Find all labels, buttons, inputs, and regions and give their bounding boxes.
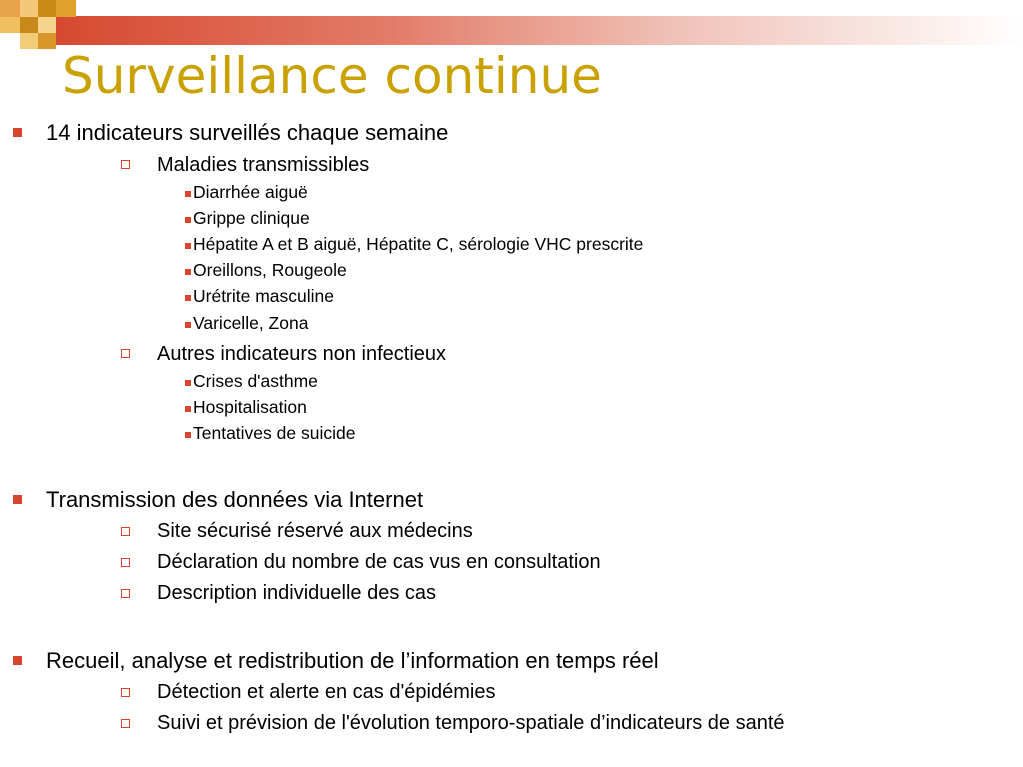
- bullet-square: [13, 656, 22, 665]
- bullet-small-square: [185, 295, 191, 301]
- bullet-hollow-square: [121, 558, 130, 567]
- item-text: Oreillons, Rougeole: [193, 260, 347, 280]
- bullet-level3: [185, 259, 347, 281]
- item-text: Crises d'asthme: [193, 371, 318, 391]
- item-text: Hospitalisation: [193, 397, 307, 417]
- bullet-square: [13, 128, 22, 137]
- bullet-hollow-square: [121, 349, 130, 358]
- bullet-level3: [185, 312, 308, 334]
- bullet-small-square: [185, 380, 191, 386]
- bullet-level3: [185, 233, 643, 255]
- bullet-level3: [185, 285, 334, 307]
- bullet-hollow-square: [121, 688, 130, 697]
- slide-title: Surveillance continue: [62, 47, 602, 105]
- bullet-level2: Détection et alerte en cas d'épidémies: [157, 681, 496, 703]
- bullet-hollow-square: [121, 719, 130, 728]
- item-text: Varicelle, Zona: [193, 313, 309, 333]
- bullet-small-square: [185, 432, 191, 438]
- bullet-level2: Suivi et prévision de l'évolution temporo-spatiale d’indicateurs de santé: [157, 712, 785, 734]
- item-text: Grippe clinique: [193, 208, 310, 228]
- bullet-level3: [185, 370, 318, 392]
- bullet-level3: [185, 396, 307, 418]
- item-text: Hépatite A et B aiguë, Hépatite C, sérologie VHC prescrite: [193, 234, 644, 254]
- bullet-level1: Recueil, analyse et redistribution de l’information en temps réel: [46, 648, 659, 673]
- bullet-hollow-square: [121, 527, 130, 536]
- bullet-small-square: [185, 269, 191, 275]
- bullet-level2: Description individuelle des cas: [157, 582, 437, 604]
- item-text: Diarrhée aiguë: [193, 182, 308, 202]
- bullet-level2: Autres indicateurs non infectieux: [157, 343, 447, 365]
- item-text: Urétrite masculine: [193, 286, 335, 306]
- bullet-level2: Maladies transmissibles: [157, 154, 370, 176]
- bullet-square: [13, 495, 22, 504]
- bullet-level1: Transmission des données via Internet: [46, 487, 424, 512]
- bullet-small-square: [185, 217, 191, 223]
- bullet-small-square: [185, 243, 191, 249]
- bullet-level3: [185, 422, 355, 444]
- bullet-small-square: [185, 322, 191, 328]
- item-text: Tentatives de suicide: [193, 423, 356, 443]
- bullet-small-square: [185, 406, 191, 412]
- bullet-level1: 14 indicateurs surveillés chaque semaine: [46, 120, 449, 145]
- bullet-hollow-square: [121, 589, 130, 598]
- bullet-level3: [185, 181, 308, 203]
- bullet-level2: Site sécurisé réservé aux médecins: [157, 520, 473, 542]
- bullet-level2: Déclaration du nombre de cas vus en consultation: [157, 551, 601, 573]
- bullet-hollow-square: [121, 160, 130, 169]
- bullet-small-square: [185, 191, 191, 197]
- bullet-level3: [185, 207, 310, 229]
